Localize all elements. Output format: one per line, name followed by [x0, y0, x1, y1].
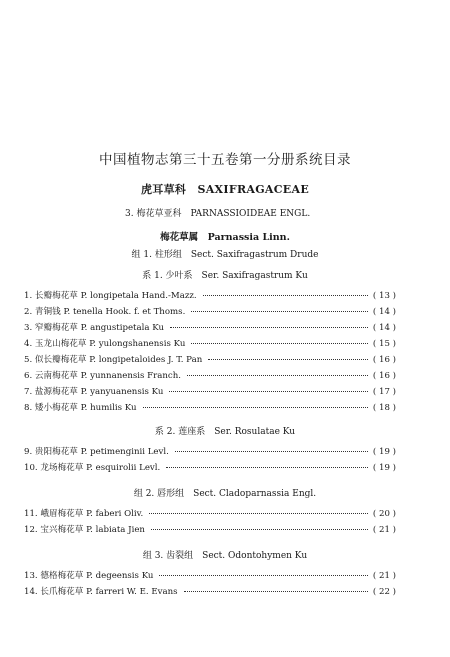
dot-leader [191, 311, 368, 312]
entry-page: ( 13 ) [372, 291, 396, 301]
entry-title: 9. 贵阳梅花草 P. petimenginii Levl. [24, 447, 169, 457]
entry-page: ( 15 ) [372, 339, 396, 349]
dot-leader [203, 295, 368, 296]
entry-page: ( 14 ) [372, 307, 396, 317]
entry-page: ( 19 ) [372, 447, 396, 457]
entry-page: ( 16 ) [372, 371, 396, 381]
entry-page: ( 19 ) [372, 463, 396, 473]
entry-title: 6. 云南梅花草 P. yunnanensis Franch. [24, 371, 181, 381]
toc-entry [24, 524, 396, 536]
series-heading-1: 系 1. 少叶系 Ser. Saxifragastrum Ku [142, 271, 308, 281]
toc-entry [24, 446, 396, 458]
toc-entry [24, 386, 396, 398]
dot-leader [151, 529, 368, 530]
genus-heading: 梅花草属 Parnassia Linn. [160, 232, 290, 243]
dot-leader [208, 359, 368, 360]
entry-title: 11. 峨眉梅花草 P. faberi Oliv. [24, 509, 144, 519]
entry-title: 5. 似长瓣梅花草 P. longipetaloides J. T. Pan [24, 355, 203, 365]
toc-entry [24, 306, 396, 318]
entry-title: 7. 盐源梅花草 P. yanyuanensis Ku [24, 387, 164, 397]
entry-page: ( 17 ) [372, 387, 396, 397]
entry-title: 3. 窄瓣梅花草 P. angustipetala Ku [24, 323, 164, 333]
entry-title: 1. 长瓣梅花草 P. longipetala Hand.-Mazz. [24, 291, 197, 301]
series-heading-2: 系 2. 莲座系 Ser. Rosulatae Ku [154, 427, 296, 437]
section-heading-3: 组 3. 齿裂组 Sect. Odontohymen Ku [142, 551, 308, 561]
toc-entry [24, 586, 396, 598]
dot-leader [170, 327, 368, 328]
entry-title: 10. 龙场梅花草 P. esquirolii Levl. [24, 463, 161, 473]
dot-leader [143, 407, 368, 408]
entry-page: ( 14 ) [372, 323, 396, 333]
toc-entry [24, 508, 396, 520]
entry-page: ( 18 ) [372, 403, 396, 413]
dot-leader [169, 391, 368, 392]
toc-entry [24, 354, 396, 366]
dot-leader [166, 467, 368, 468]
dot-leader [149, 513, 368, 514]
dot-leader [159, 575, 367, 576]
subfamily-heading: 3. 梅花草亚科 PARNASSIOIDEAE ENGL. [125, 209, 311, 219]
page-title: 中国植物志第三十五卷第一分册系统目录 [99, 152, 351, 168]
family-heading: 虎耳草科 SAXIFRAGACEAE [140, 183, 310, 196]
entry-page: ( 16 ) [372, 355, 396, 365]
toc-entry [24, 402, 396, 414]
toc-entry [24, 370, 396, 382]
entry-page: ( 22 ) [372, 587, 396, 597]
toc-entry [24, 290, 396, 302]
entry-title: 4. 玉龙山梅花草 P. yulongshanensis Ku [24, 339, 186, 349]
entry-title: 14. 长爪梅花草 P. farreri W. E. Evans [24, 587, 178, 597]
toc-entry [24, 462, 396, 474]
entry-page: ( 21 ) [372, 571, 396, 581]
dot-leader [191, 343, 368, 344]
entry-title: 13. 德格梅花草 P. degeensis Ku [24, 571, 154, 581]
section-heading-1: 组 1. 柱形组 Sect. Saxifragastrum Drude [131, 250, 319, 260]
toc-entry [24, 338, 396, 350]
dot-leader [175, 451, 368, 452]
dot-leader [187, 375, 368, 376]
entry-title: 2. 青铜钱 P. tenella Hook. f. et Thoms. [24, 307, 186, 317]
entry-page: ( 21 ) [372, 525, 396, 535]
entry-page: ( 20 ) [372, 509, 396, 519]
toc-entry [24, 322, 396, 334]
section-heading-2: 组 2. 唇形组 Sect. Cladoparnassia Engl. [133, 489, 317, 499]
dot-leader [184, 591, 368, 592]
entry-title: 12. 宝兴梅花草 P. labiata Jien [24, 525, 145, 535]
toc-entry [24, 570, 396, 582]
entry-title: 8. 矮小梅花草 P. humilis Ku [24, 403, 137, 413]
